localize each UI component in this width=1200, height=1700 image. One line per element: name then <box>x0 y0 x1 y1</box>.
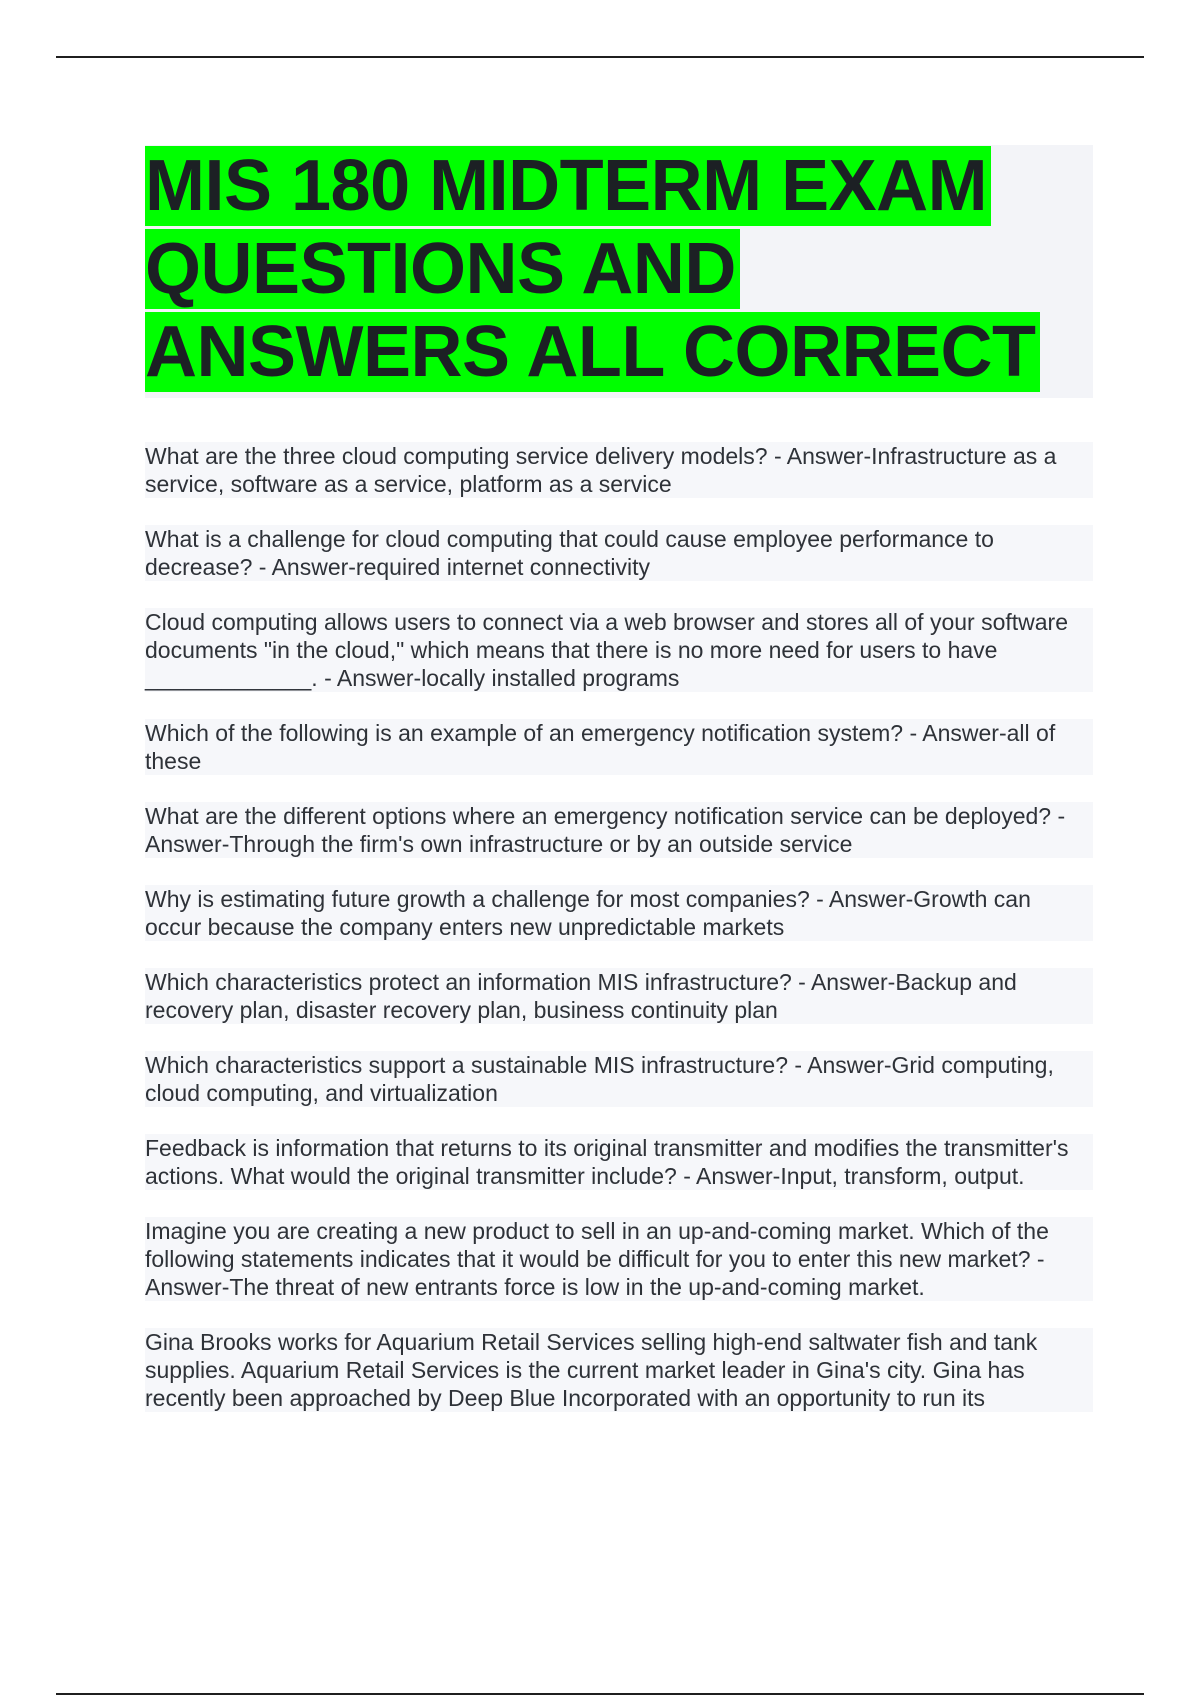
qa-item: Which characteristics protect an information MIS infrastructure? - Answer-Backup and recovery plan, disaster recovery plan, business continuity plan <box>145 968 1093 1024</box>
qa-item: Which of the following is an example of an emergency notification system? - Answer-all of these <box>145 719 1093 775</box>
qa-item: Which characteristics support a sustainable MIS infrastructure? - Answer-Grid computing, cloud computing, and virtualization <box>145 1051 1093 1107</box>
qa-list <box>145 442 1093 1412</box>
qa-item: What is a challenge for cloud computing that could cause employee performance to decrease? - Answer-required internet connectivity <box>145 525 1093 581</box>
qa-item: Cloud computing allows users to connect via a web browser and stores all of your software documents "in the cloud," which means that there is no more need for users to have _____________. - Answer-locally installed programs <box>145 608 1093 692</box>
document-title <box>145 145 1093 394</box>
qa-item: What are the different options where an emergency notification service can be deployed? - Answer-Through the firm's own infrastructure or by an outside service <box>145 802 1093 858</box>
qa-item: Gina Brooks works for Aquarium Retail Services selling high-end saltwater fish and tank supplies. Aquarium Retail Services is the current market leader in Gina's city. Gina has recently been approached by Deep Blue Incorporated with an opportunity to run its <box>145 1328 1093 1412</box>
qa-item: What are the three cloud computing service delivery models? - Answer-Infrastructure as a service, software as a service, platform as a service <box>145 442 1093 498</box>
bottom-rule <box>56 1693 1144 1695</box>
qa-item: Imagine you are creating a new product to sell in an up-and-coming market. Which of the following statements indicates that it would be difficult for you to enter this new market? - Answer-The threat of new entrants force is low in the up-and-coming market. <box>145 1217 1093 1301</box>
qa-item: Feedback is information that returns to its original transmitter and modifies the transmitter's actions. What would the original transmitter include? - Answer-Input, transform, output. <box>145 1134 1093 1190</box>
top-rule <box>56 56 1144 58</box>
title-highlight: MIS 180 MIDTERM EXAM QUESTIONS AND ANSWERS ALL CORRECT <box>145 146 1040 392</box>
qa-item: Why is estimating future growth a challenge for most companies? - Answer-Growth can occur because the company enters new unpredictable markets <box>145 885 1093 941</box>
title-block <box>145 145 1093 398</box>
document-body <box>145 145 1093 1439</box>
